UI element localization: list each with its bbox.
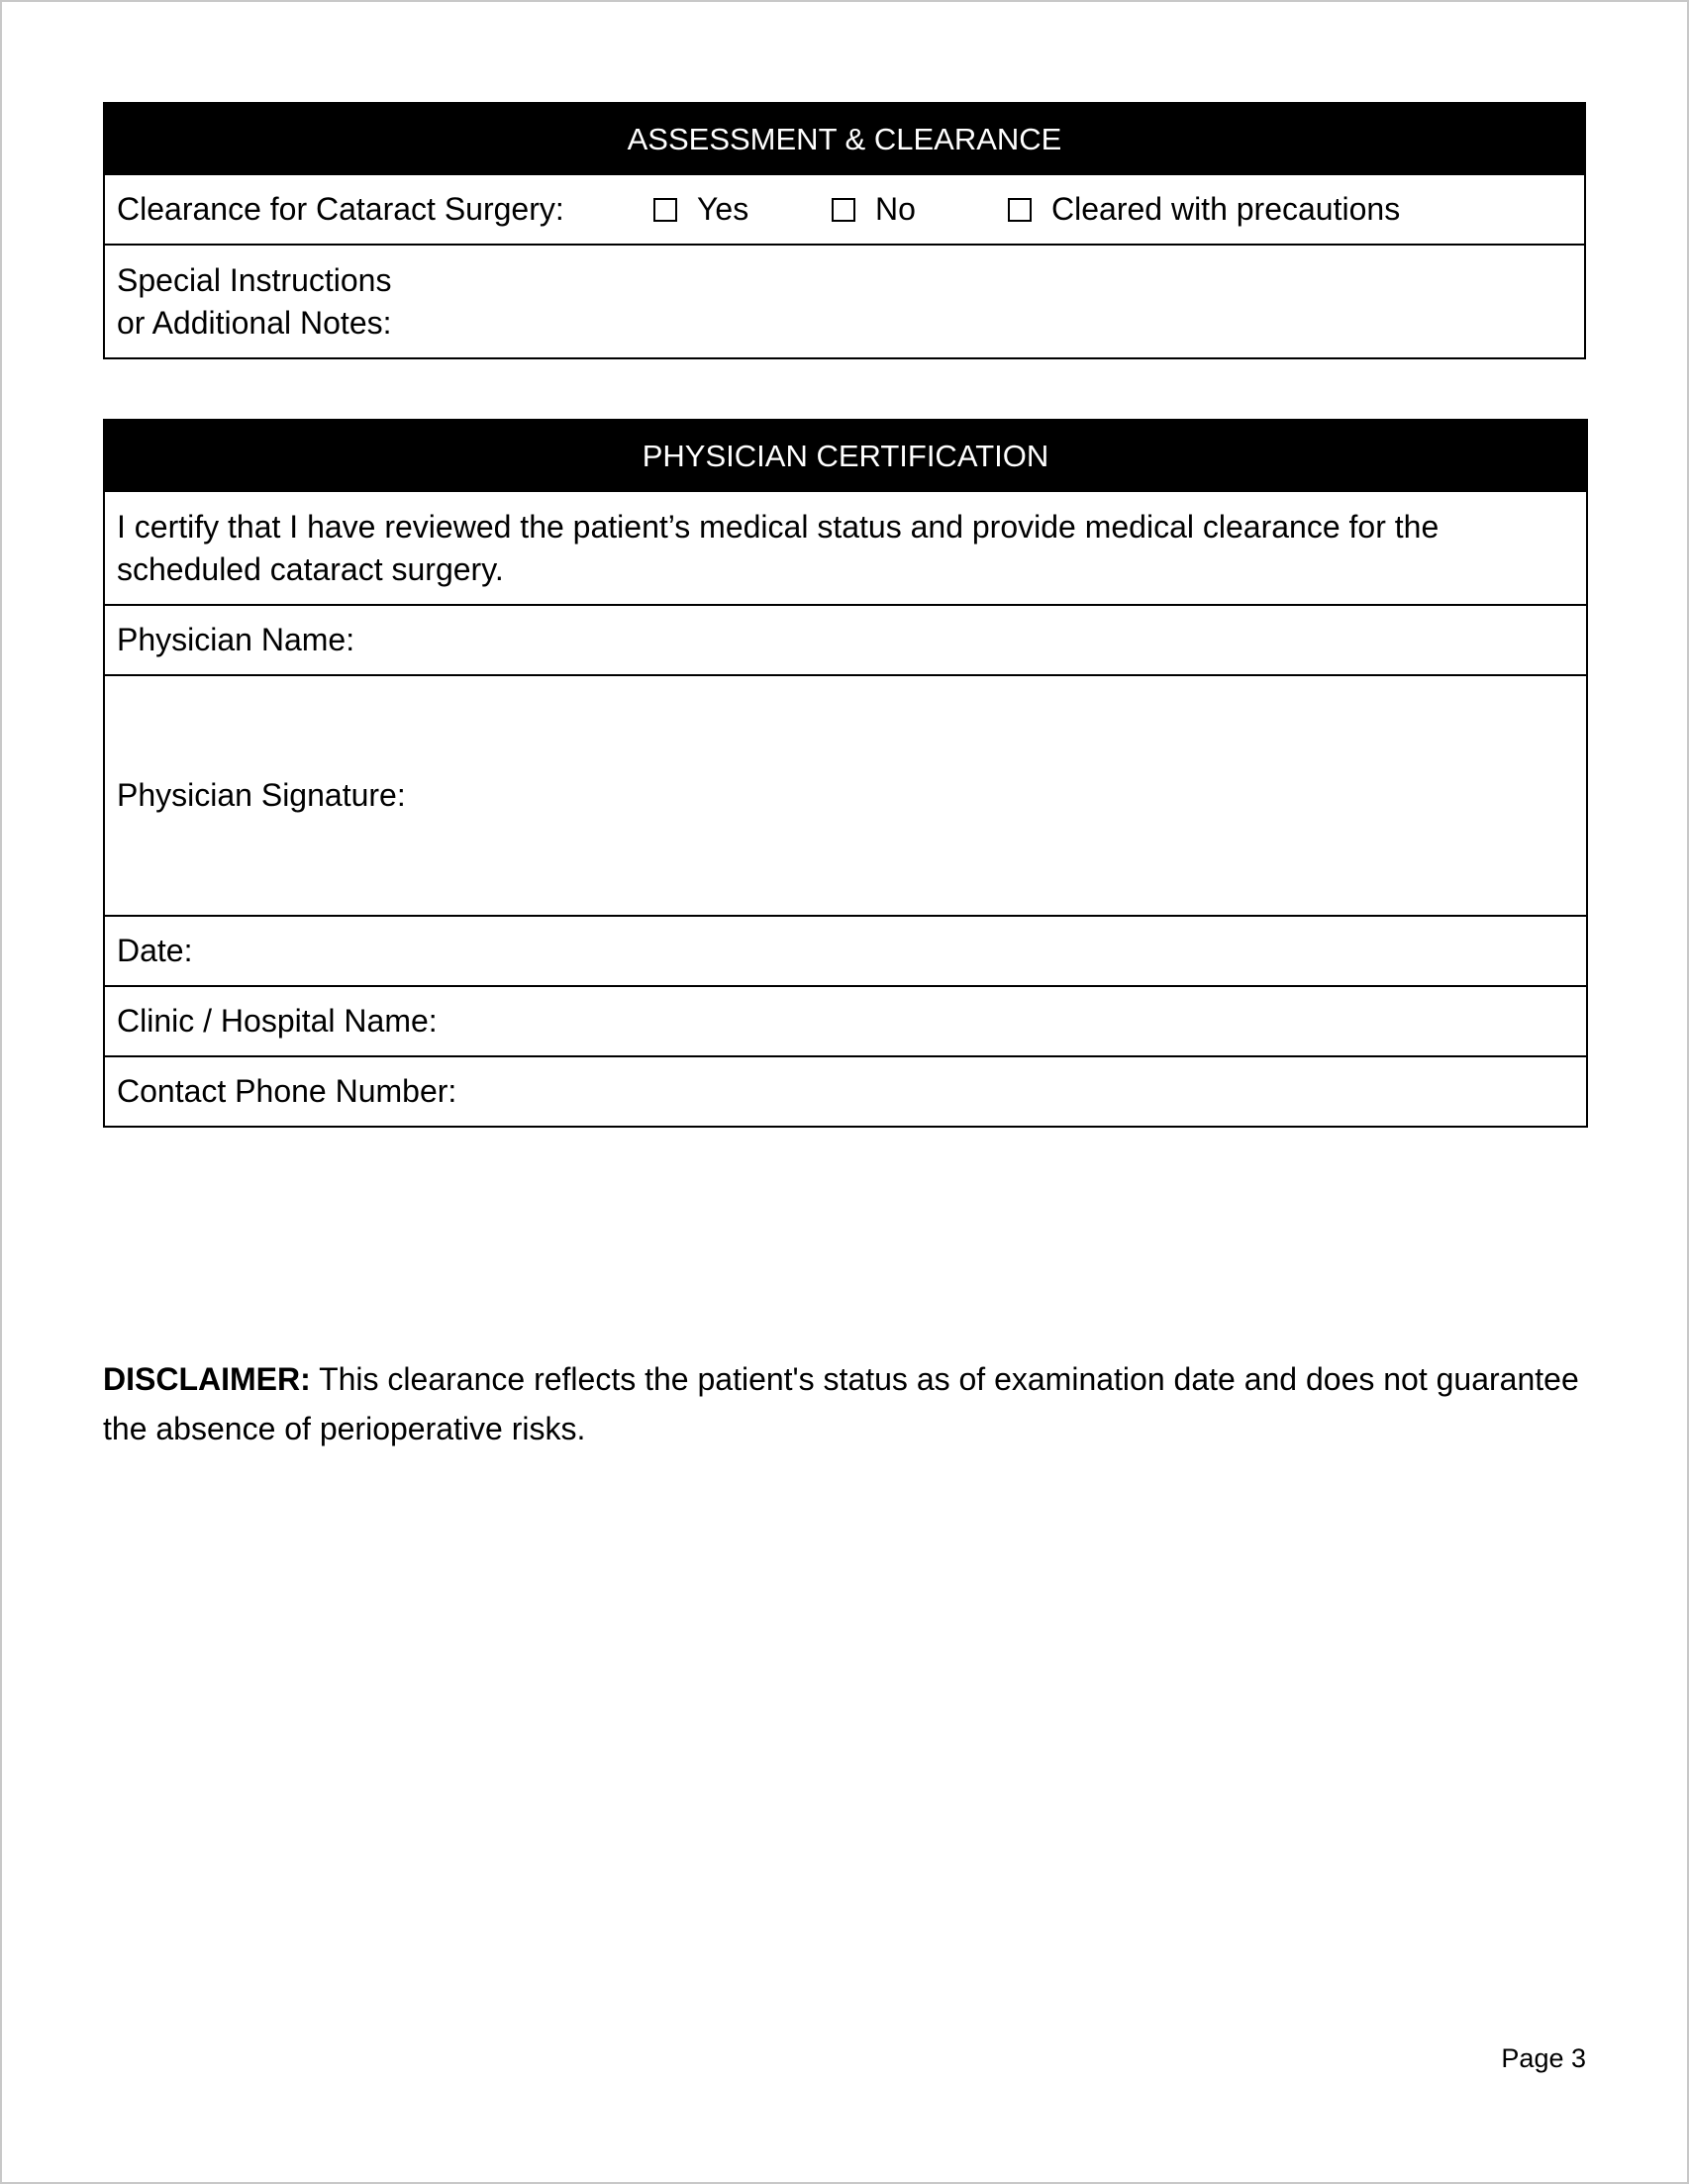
checkbox-yes[interactable] [653,198,677,222]
date-label: Date: [117,933,193,968]
clinic-name-field[interactable] [104,986,1587,1056]
special-instructions-field[interactable] [104,245,1585,358]
physician-certification-header: PHYSICIAN CERTIFICATION [104,420,1587,491]
clearance-row [104,174,1585,245]
clearance-option-precautions[interactable] [1008,188,1400,231]
physician-name-label: Physician Name: [117,622,355,657]
checkbox-no[interactable] [832,198,855,222]
assessment-clearance-table [103,102,1586,359]
disclaimer [103,1354,1588,1453]
clearance-label: Clearance for Cataract Surgery: [117,191,564,227]
disclaimer-lead: DISCLAIMER: [103,1361,311,1397]
clinic-name-label: Clinic / Hospital Name: [117,1003,438,1039]
date-field[interactable] [104,916,1587,986]
clearance-options [117,188,1572,231]
option-precautions-label: Cleared with precautions [1051,191,1401,227]
special-instructions-label-line2: or Additional Notes: [117,304,392,341]
option-yes-label: Yes [697,191,749,227]
contact-phone-label: Contact Phone Number: [117,1073,457,1109]
clearance-option-no[interactable] [832,188,1008,231]
certification-statement: I certify that I have reviewed the patient’s medical status and provide medical clearance for the scheduled cataract surgery. [104,491,1587,605]
physician-name-field[interactable] [104,605,1587,675]
physician-signature-label: Physician Signature: [117,777,406,813]
checkbox-precautions[interactable] [1008,198,1032,222]
clearance-option-yes[interactable] [653,188,832,231]
option-no-label: No [875,191,916,227]
page-number: Page 3 [1501,2043,1586,2073]
physician-certification-table [103,419,1588,1128]
disclaimer-text: This clearance reflects the patient's status as of examination date and does not guarantee the absence of perioperative risks. [103,1361,1579,1446]
special-instructions-label-line1: Special Instructions [117,261,392,298]
assessment-clearance-header: ASSESSMENT & CLEARANCE [104,103,1585,174]
contact-phone-field[interactable] [104,1056,1587,1127]
physician-signature-field[interactable] [104,675,1587,916]
